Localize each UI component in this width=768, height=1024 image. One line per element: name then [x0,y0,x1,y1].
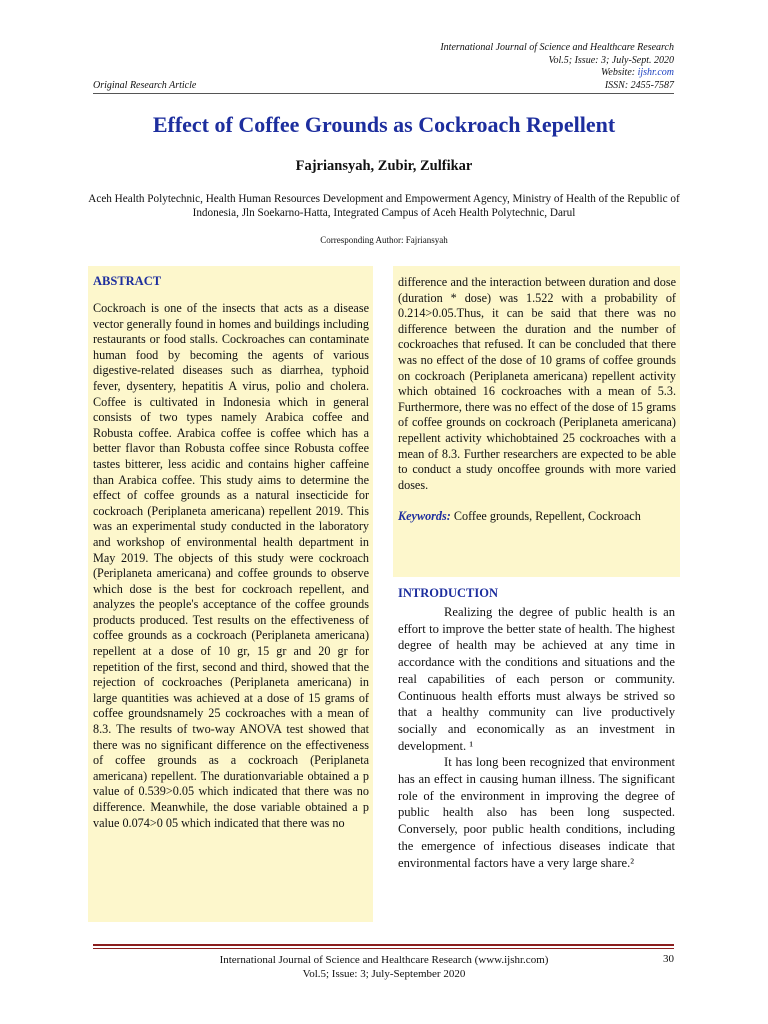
website-label: Website: [601,67,638,78]
paper-authors: Fajriansyah, Zubir, Zulfikar [295,158,473,174]
footer-journal: International Journal of Science and Healthcare Research (www.ijshr.com) [219,954,549,966]
journal-header [440,42,674,92]
website-link[interactable]: ijshr.com [637,67,674,78]
journal-issn: ISSN: 2455-7587 [604,79,674,91]
footer-volume: Vol.5; Issue: 3; July-September 2020 [302,968,466,980]
journal-volume: Vol.5; Issue: 3; July-Sept. 2020 [548,54,674,66]
abstract-heading: ABSTRACT [93,274,162,288]
footer-divider-thick [93,944,674,946]
keywords-text: Coffee grounds, Repellent, Cockroach [450,509,641,524]
article-type: Original Research Article [93,80,197,91]
header-divider [93,93,674,94]
keywords [398,509,676,525]
keywords-label: Keywords: [398,509,451,524]
introduction-paragraph-2: It has long been recognized that environment has an effect in causing human illness. The significant role of the environment in improving the degree of public health also has been long suspected. Conversely, poor public health conditions, including the emergence of infectious diseases indicate that environmental factors have a very large share.² [398,755,675,870]
introduction-paragraph-1: Realizing the degree of public health is an effort to improve the better state of health. The highest degree of health may be achieved at any time in accordance with the conditions and situations and the real capabilities of each person or community. Continuous health efforts must always be strived so that a healthy community can live productively socially and economically as an investment in development. ¹ [398,605,675,753]
journal-name: International Journal of Science and Healthcare Research [440,42,674,53]
journal-website [440,67,674,80]
abstract-box-left [88,266,373,922]
corresponding-author: Corresponding Author: Fajriansyah [320,235,448,245]
abstract-text-right: difference and the interaction between duration and dose (duration * dose) was 1.522 with a probability of 0.214>0.05.Thus, it can be said that there was no difference between the duration and the number of cockroaches that refused. It can be concluded that there was no effect of the dose of 10 grams of coffee grounds on cockroach (Periplaneta americana) repellent activity which obtained 16 cockroaches with a mean of 5.3. Furthermore, there was no effect of the dose of 15 grams of coffee grounds on cockroach (Periplaneta americana) repellent activity whichobtained 25 cockroaches with a mean of 8.3. Further researchers are expected to be able to conduct a study oncoffee grounds with more varied doses. [398,275,676,492]
footer [0,953,768,981]
abstract-text-left: Cockroach is one of the insects that acts as a disease vector generally found in homes and buildings including restaurants or food stalls. Cockroaches can contaminate human food by becoming the agents of various digestive-related diseases such as diarrhea, typhoid fever, dysentery, hepatitis A virus, polio and cholera. Coffee is cultivated in Indonesia which in general consists of two types namely Arabica coffee and Robusta coffee. Arabica coffee is coffee which has a better flavor than Robusta coffee since Robusta coffee tastes bitterer, less acidic and contains higher caffeine than Arabica coffee. This study aims to determine the effect of coffee grounds as a natural insecticide for cockroach (Periplaneta americana) repellent 2019. This was an experimental study conducted in the laboratory and workshop of environmental health department in May 2019. The objects of this study were cockroach (Periplaneta americana) and coffee grounds to observe which dose is the best for cockroach repellent, and analyzes the people's acceptance of the coffee grounds products produced. Test results on the effectiveness of coffee grounds as a cockroach (Periplaneta americana) repellent at a dose of 10 gr, 15 gr and 20 gr for repetition of the first, second and third, showed that the rejection of cockroaches (Periplaneta americana) in large quantities was achieved at a dose of 15 grams of coffee groundsnamely 25 cockroaches with a mean of 8.3. The results of two-way ANOVA test showed that there was no significant difference on the effectiveness of coffee grounds as a cockroach (Periplaneta americana) repellent. The durationvariable obtained a p value of 0.539>0.05 which indicated that there was no difference. Meanwhile, the dose variable obtained a p value 0.074>0 05 which indicated that there was no [93,301,369,830]
paper-title: Effect of Coffee Grounds as Cockroach Repellent [152,112,616,137]
introduction-heading: INTRODUCTION [398,586,499,600]
abstract-box-right [393,266,680,577]
introduction-section [398,586,675,871]
paper-affiliation: Aceh Health Polytechnic, Health Human Resources Development and Empowerment Agency, Ministry of Health of the Republic of Indonesia, Jln Soekarno-Hatta, Integrated Campus of Aceh Health Polytechnic, Darul [88,193,680,219]
footer-divider-thin [93,948,674,949]
page-number: 30 [663,953,674,965]
